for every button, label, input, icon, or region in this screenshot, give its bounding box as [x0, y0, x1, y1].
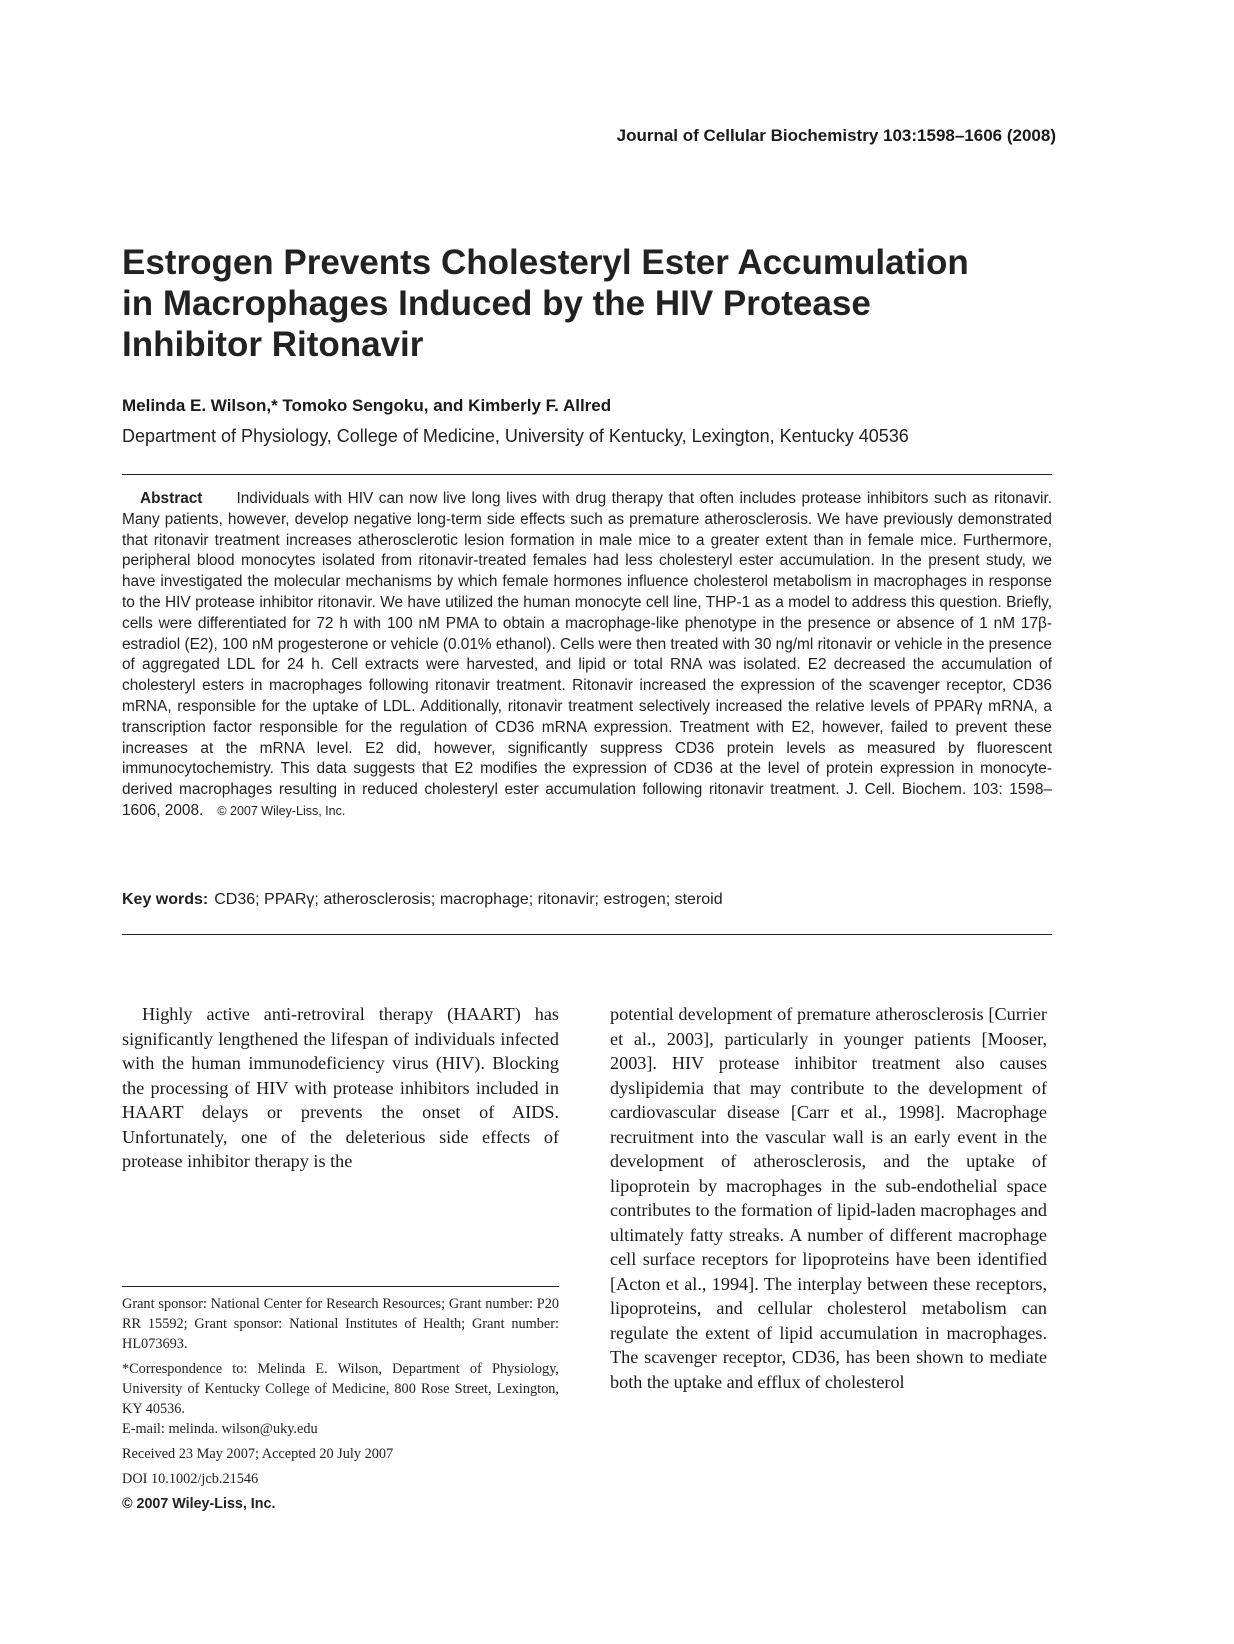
footnote-grant: Grant sponsor: National Center for Research Resources; Grant number: P20 RR 15592; Grant sponsor: National Institutes of Health; Grant number: HL073693. — [122, 1296, 559, 1352]
journal-header: Journal of Cellular Biochemistry 103:1598–1606 (2008) — [616, 126, 1056, 145]
divider-bottom — [122, 934, 1052, 935]
abstract-label: Abstract — [140, 490, 203, 507]
body-column-left — [122, 1002, 559, 1174]
affiliation: Department of Physiology, College of Medicine, University of Kentucky, Lexington, Kentucky 40536 — [122, 426, 909, 446]
divider-top — [122, 474, 1052, 475]
keywords-label: Key words: — [122, 891, 209, 908]
keywords — [122, 891, 723, 909]
footnote-received: Received 23 May 2007; Accepted 20 July 2007 — [122, 1446, 394, 1462]
body-paragraph-continued: potential development of premature atherosclerosis [Currier et al., 2003], particularly in younger patients [Mooser, 2003]. HIV protease inhibitor treatment also causes dyslipidemia that may contribute to the development of cardiovascular disease [Carr et al., 1998]. Macrophage recruitment into the vascular wall is an early event in the development of atherosclerosis, and the uptake of lipoprotein by macrophages in the sub-endothelial space contributes to the formation of lipid-laden macrophages and ultimately fatty streaks. A number of different macrophage cell surface receptors for lipoproteins have been identified [Acton et al., 1994]. The interplay between these receptors, lipoproteins, and cellular cholesterol metabolism can regulate the extent of lipid accumulation in macrophages. The scavenger receptor, CD36, has been shown to mediate both the uptake and efflux of cholesterol — [610, 1004, 1047, 1392]
author-list: Melinda E. Wilson,* Tomoko Sengoku, and Kimberly F. Allred — [122, 396, 612, 415]
body-column-right — [610, 1002, 1047, 1394]
paper-title: Estrogen Prevents Cholesteryl Ester Accumulation in Macrophages Induced by the HIV Protease Inhibitor Ritonavir — [122, 243, 969, 364]
abstract-text: Individuals with HIV can now live long lives with drug therapy that often includes protease inhibitors such as ritonavir. Many patients, however, develop negative long-term side effects such as premature atherosclerosis. We have previously demonstrated that ritonavir treatment increases atherosclerotic lesion formation in male mice to a greater extent than in female mice. Furthermore, peripheral blood monocytes isolated from ritonavir-treated females had less cholesteryl ester accumulation. In the present study, we have investigated the molecular mechanisms by which female hormones influence cholesterol metabolism in macrophages in response to the HIV protease inhibitor ritonavir. We have utilized the human monocyte cell line, THP-1 as a model to address this question. Briefly, cells were differentiated for 72 h with 100 nM PMA to obtain a macrophage-like phenotype in the presence or absence of 1 nM 17β-estradiol (E2), 100 nM progesterone or vehicle (0.01% ethanol). Cells were then treated with 30 ng/ml ritonavir or vehicle in the presence of aggregated LDL for 24 h. Cell extracts were harvested, and lipid or total RNA was isolated. E2 decreased the accumulation of cholesteryl esters in macrophages following ritonavir treatment. Ritonavir increased the expression of the scavenger receptor, CD36 mRNA, responsible for the uptake of LDL. Additionally, ritonavir treatment selectively increased the relative levels of PPARγ mRNA, a transcription factor responsible for the regulation of CD36 mRNA expression. Treatment with E2, however, failed to prevent these increases at the mRNA level. E2 did, however, significantly suppress CD36 protein levels as measured by fluorescent immunocytochemistry. This data suggests that E2 modifies the expression of CD36 at the level of protein expression in monocyte-derived macrophages resulting in reduced cholesteryl ester accumulation following ritonavir treatment. J. Cell. Biochem. 103: 1598–1606, 2008. — [122, 490, 1052, 819]
footnote-divider — [122, 1286, 559, 1287]
keywords-text: CD36; PPARγ; atherosclerosis; macrophage; ritonavir; estrogen; steroid — [214, 891, 723, 908]
body-paragraph: Highly active anti-retroviral therapy (HAART) has significantly lengthened the lifespan of individuals infected with the human immunodeficiency virus (HIV). Blocking the processing of HIV with protease inhibitors included in HAART delays or prevents the onset of AIDS. Unfortunately, one of the deleterious side effects of protease inhibitor therapy is the — [122, 1004, 559, 1171]
footnotes — [122, 1294, 559, 1519]
footnote-email: E-mail: melinda. wilson@uky.edu — [122, 1421, 318, 1437]
footnote-correspondence: *Correspondence to: Melinda E. Wilson, Department of Physiology, University of Kentucky College of Medicine, 800 Rose Street, Lexington, KY 40536. — [122, 1361, 559, 1417]
footnote-doi: DOI 10.1002/jcb.21546 — [122, 1471, 259, 1487]
footnote-copyright: © 2007 Wiley-Liss, Inc. — [122, 1496, 276, 1512]
abstract — [122, 489, 1052, 822]
abstract-copyright: © 2007 Wiley-Liss, Inc. — [217, 803, 346, 818]
